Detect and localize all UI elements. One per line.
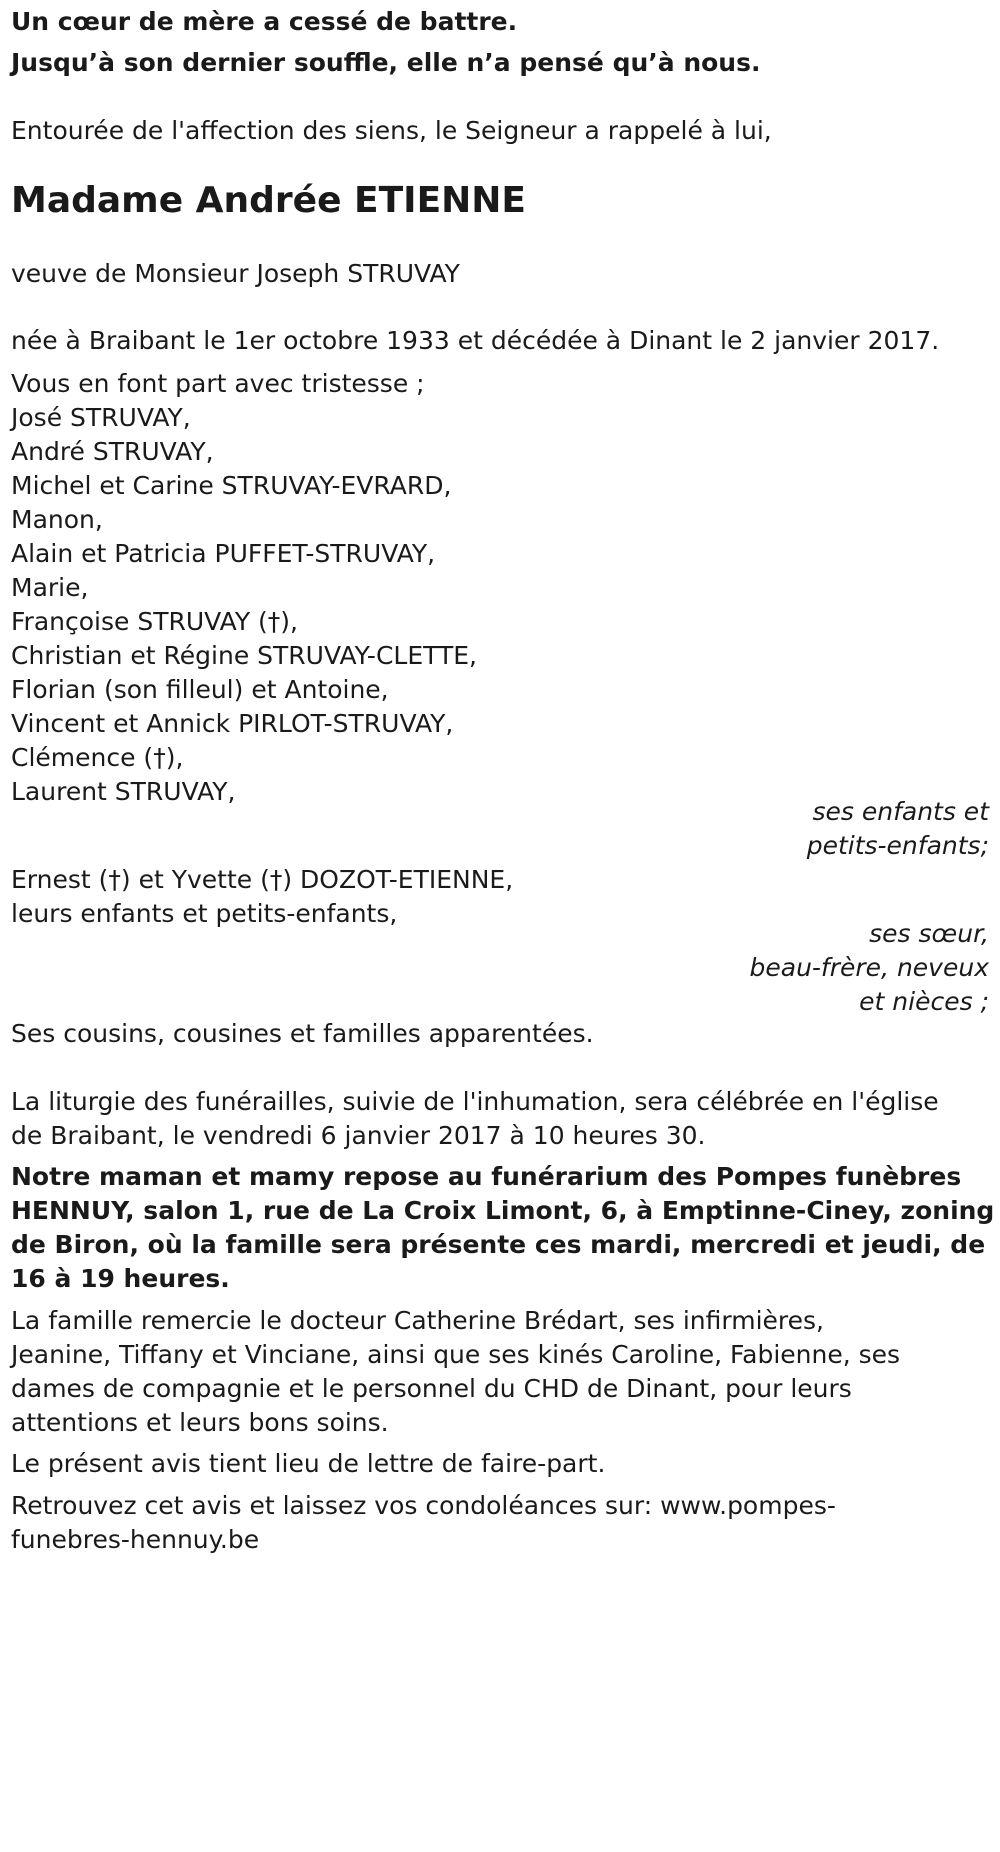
announcement: Vous en font part avec tristesse ;: [11, 369, 425, 398]
family-member: Michel et Carine STRUVAY-EVRARD,: [11, 471, 452, 500]
thanks-text: Jeanine, Tiffany et Vinciane, ainsi que ses kinés Caroline, Fabienne, ses: [11, 1340, 901, 1369]
birth-death-dates: née à Braibant le 1er octobre 1933 et décédée à Dinant le 2 janvier 2017.: [11, 326, 940, 355]
siblings-role: ses sœur,: [869, 919, 989, 948]
widow-of: veuve de Monsieur Joseph STRUVAY: [11, 259, 460, 288]
notice-text: Le présent avis tient lieu de lettre de faire-part.: [11, 1449, 606, 1478]
cousins-text: Ses cousins, cousines et familles apparentées.: [11, 1019, 594, 1048]
intro-text: Entourée de l'affection des siens, le Seigneur a rappelé à lui,: [11, 116, 772, 145]
family-member: Marie,: [11, 573, 89, 602]
sibling-family: Ernest (†) et Yvette (†) DOZOT-ETIENNE,: [11, 865, 514, 894]
family-member: Christian et Régine STRUVAY-CLETTE,: [11, 641, 477, 670]
children-role: petits-enfants;: [806, 831, 989, 860]
family-member: André STRUVAY,: [11, 437, 214, 466]
condolences-link[interactable]: funebres-hennuy.be: [11, 1525, 260, 1554]
children-role: ses enfants et: [812, 797, 989, 826]
family-member: Alain et Patricia PUFFET-STRUVAY,: [11, 539, 436, 568]
family-member: Françoise STRUVAY (†),: [11, 607, 298, 636]
condolences-text: Retrouvez cet avis et laissez vos condoléances sur: www.pompes-: [11, 1491, 836, 1520]
funeral-home-text: de Biron, où la famille sera présente ces mardi, mercredi et jeudi, de: [11, 1230, 986, 1259]
thanks-text: attentions et leurs bons soins.: [11, 1408, 389, 1437]
funeral-home-text: Notre maman et mamy repose au funérarium des Pompes funèbres: [11, 1162, 962, 1191]
header-line-1: Un cœur de mère a cessé de battre.: [11, 7, 518, 36]
liturgy-text: La liturgie des funérailles, suivie de l'inhumation, sera célébrée en l'église: [11, 1087, 939, 1116]
family-member: Clémence (†),: [11, 743, 184, 772]
funeral-home-text: HENNUY, salon 1, rue de La Croix Limont, 6, à Emptinne-Ciney, zoning: [11, 1196, 995, 1225]
funeral-home-text: 16 à 19 heures.: [11, 1264, 230, 1293]
family-member: Florian (son filleul) et Antoine,: [11, 675, 389, 704]
sibling-family: leurs enfants et petits-enfants,: [11, 899, 398, 928]
liturgy-text: de Braibant, le vendredi 6 janvier 2017 à 10 heures 30.: [11, 1121, 706, 1150]
family-member: Laurent STRUVAY,: [11, 777, 236, 806]
siblings-role: et nièces ;: [859, 987, 989, 1016]
siblings-role: beau-frère, neveux: [749, 953, 989, 982]
thanks-text: dames de compagnie et le personnel du CHD de Dinant, pour leurs: [11, 1374, 852, 1403]
family-member: Vincent et Annick PIRLOT-STRUVAY,: [11, 709, 454, 738]
thanks-text: La famille remercie le docteur Catherine Brédart, ses infirmières,: [11, 1306, 825, 1335]
deceased-name: Madame Andrée ETIENNE: [11, 180, 527, 221]
header-line-2: Jusqu’à son dernier souffle, elle n’a pensé qu’à nous.: [11, 48, 761, 77]
family-member: Manon,: [11, 505, 103, 534]
family-member: José STRUVAY,: [11, 403, 191, 432]
